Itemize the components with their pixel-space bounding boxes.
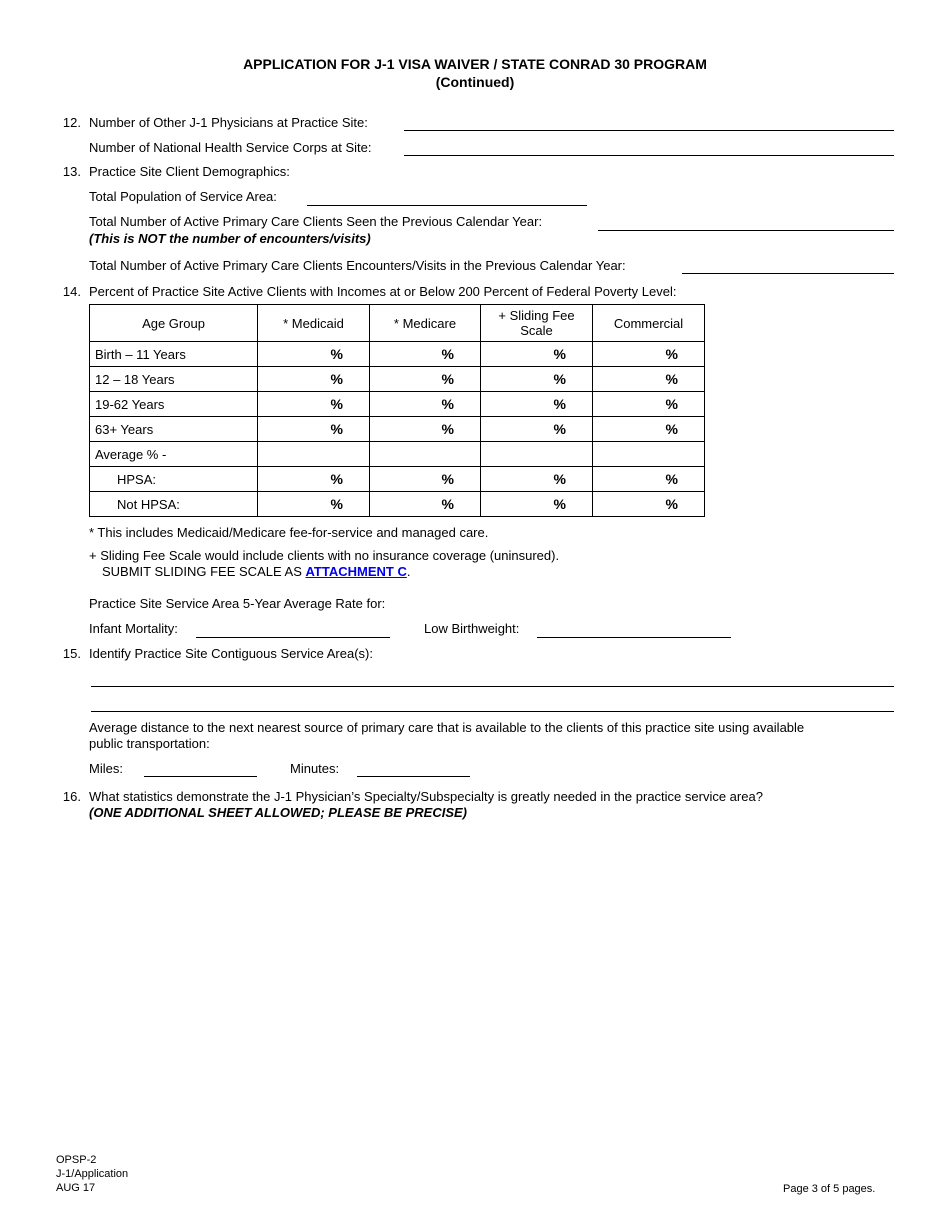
- active-clients-note: (This is NOT the number of encounters/visits): [89, 231, 371, 246]
- percent-cell[interactable]: %: [370, 367, 481, 392]
- percent-cell[interactable]: [593, 442, 705, 467]
- encounters-label: Total Number of Active Primary Care Clients Encounters/Visits in the Previous Calendar Year:: [89, 258, 626, 273]
- percent-cell[interactable]: %: [258, 467, 370, 492]
- percent-cell[interactable]: %: [370, 392, 481, 417]
- low-birthweight-label: Low Birthweight:: [424, 621, 520, 636]
- percent-cell[interactable]: %: [370, 492, 481, 517]
- nhsc-label: Number of National Health Service Corps at Site:: [89, 140, 372, 155]
- row-label: Not HPSA:: [90, 492, 258, 517]
- contiguous-area-line-1[interactable]: [91, 670, 894, 687]
- footer-date: AUG 17: [56, 1182, 96, 1194]
- other-j1-field[interactable]: [404, 114, 894, 131]
- submit-end: .: [406, 564, 411, 579]
- row-label: Average % -: [90, 442, 258, 467]
- nhsc-field[interactable]: [404, 139, 894, 156]
- infant-mortality-label: Infant Mortality:: [89, 621, 178, 636]
- low-birthweight-field[interactable]: [537, 621, 731, 638]
- percent-cell[interactable]: %: [258, 367, 370, 392]
- contiguous-area-line-2[interactable]: [91, 695, 894, 712]
- active-clients-label: Total Number of Active Primary Care Clients Seen the Previous Calendar Year:: [89, 214, 543, 229]
- miles-field[interactable]: [144, 760, 257, 777]
- row-label: 19-62 Years: [90, 392, 258, 417]
- note-sliding-fee: + Sliding Fee Scale would include clients with no insurance coverage (uninsured).: [89, 548, 560, 563]
- distance-text-2: public transportation:: [89, 736, 210, 751]
- question-16-number: 16.: [62, 789, 81, 804]
- header-sliding-fee: + Sliding Fee Scale: [481, 305, 593, 342]
- table-header-row: [90, 305, 705, 342]
- percent-cell[interactable]: %: [370, 417, 481, 442]
- table-row: [90, 342, 705, 367]
- minutes-field[interactable]: [357, 760, 470, 777]
- note-medicaid: * This includes Medicaid/Medicare fee-for-service and managed care.: [89, 525, 489, 540]
- percent-cell[interactable]: %: [370, 342, 481, 367]
- other-j1-label: Number of Other J-1 Physicians at Practice Site:: [89, 115, 368, 130]
- percent-cell[interactable]: %: [481, 392, 593, 417]
- percent-cell[interactable]: %: [593, 467, 705, 492]
- specialty-statistics-label: What statistics demonstrate the J-1 Physician’s Specialty/Subspecialty is greatly needed in the practice service area?: [89, 789, 763, 804]
- percent-cell[interactable]: %: [481, 417, 593, 442]
- header-medicaid: * Medicaid: [258, 305, 370, 342]
- population-label: Total Population of Service Area:: [89, 189, 277, 204]
- percent-cell[interactable]: %: [258, 392, 370, 417]
- rate-label: Practice Site Service Area 5-Year Average Rate for:: [89, 596, 386, 611]
- table-row: [90, 442, 705, 467]
- poverty-level-label: Percent of Practice Site Active Clients with Incomes at or Below 200 Percent of Federal Poverty Level:: [89, 284, 677, 299]
- infant-mortality-field[interactable]: [196, 621, 390, 638]
- attachment-c-link[interactable]: ATTACHMENT C: [305, 564, 407, 579]
- table-row: [90, 492, 705, 517]
- miles-label: Miles:: [89, 761, 123, 776]
- row-label: Birth – 11 Years: [90, 342, 258, 367]
- footer-form-id: OPSP-2: [56, 1154, 97, 1166]
- percent-cell[interactable]: [258, 442, 370, 467]
- submit-text: SUBMIT SLIDING FEE SCALE AS: [102, 564, 306, 579]
- header-medicare: * Medicare: [370, 305, 481, 342]
- question-14-number: 14.: [62, 284, 81, 299]
- row-label: HPSA:: [90, 467, 258, 492]
- page-title: APPLICATION FOR J-1 VISA WAIVER / STATE CONRAD 30 PROGRAM: [243, 56, 707, 72]
- percent-cell[interactable]: %: [481, 367, 593, 392]
- distance-text-1: Average distance to the next nearest source of primary care that is available to the clients of this practice site using available: [89, 720, 805, 735]
- minutes-label: Minutes:: [290, 761, 340, 776]
- submit-attachment-line: [102, 564, 410, 580]
- percent-cell[interactable]: %: [481, 342, 593, 367]
- row-label: 12 – 18 Years: [90, 367, 258, 392]
- question-13-number: 13.: [62, 164, 81, 179]
- question-12-number: 12.: [62, 115, 81, 130]
- percent-cell[interactable]: %: [258, 492, 370, 517]
- percent-cell[interactable]: %: [593, 342, 705, 367]
- poverty-demographics-table: [89, 304, 705, 517]
- percent-cell[interactable]: %: [593, 417, 705, 442]
- question-15-number: 15.: [62, 646, 81, 661]
- demographics-label: Practice Site Client Demographics:: [89, 164, 290, 179]
- percent-cell[interactable]: %: [593, 392, 705, 417]
- encounters-field[interactable]: [682, 257, 894, 274]
- table-row: [90, 392, 705, 417]
- population-field[interactable]: [307, 189, 587, 206]
- page-number: Page 3 of 5 pages.: [783, 1183, 876, 1195]
- table-row: [90, 467, 705, 492]
- percent-cell[interactable]: [370, 442, 481, 467]
- row-label: 63+ Years: [90, 417, 258, 442]
- table-row: [90, 367, 705, 392]
- percent-cell[interactable]: %: [258, 417, 370, 442]
- page-subtitle: (Continued): [435, 74, 515, 90]
- percent-cell[interactable]: %: [593, 367, 705, 392]
- percent-cell[interactable]: %: [593, 492, 705, 517]
- percent-cell[interactable]: %: [481, 492, 593, 517]
- percent-cell[interactable]: %: [370, 467, 481, 492]
- active-clients-field[interactable]: [598, 214, 894, 231]
- specialty-statistics-note: (ONE ADDITIONAL SHEET ALLOWED; PLEASE BE PRECISE): [89, 805, 467, 820]
- contiguous-area-label: Identify Practice Site Contiguous Service Area(s):: [89, 646, 373, 661]
- footer-form-name: J-1/Application: [56, 1168, 129, 1180]
- header-age-group: Age Group: [90, 305, 258, 342]
- percent-cell[interactable]: %: [481, 467, 593, 492]
- percent-cell[interactable]: %: [258, 342, 370, 367]
- table-row: [90, 417, 705, 442]
- percent-cell[interactable]: [481, 442, 593, 467]
- header-commercial: Commercial: [593, 305, 705, 342]
